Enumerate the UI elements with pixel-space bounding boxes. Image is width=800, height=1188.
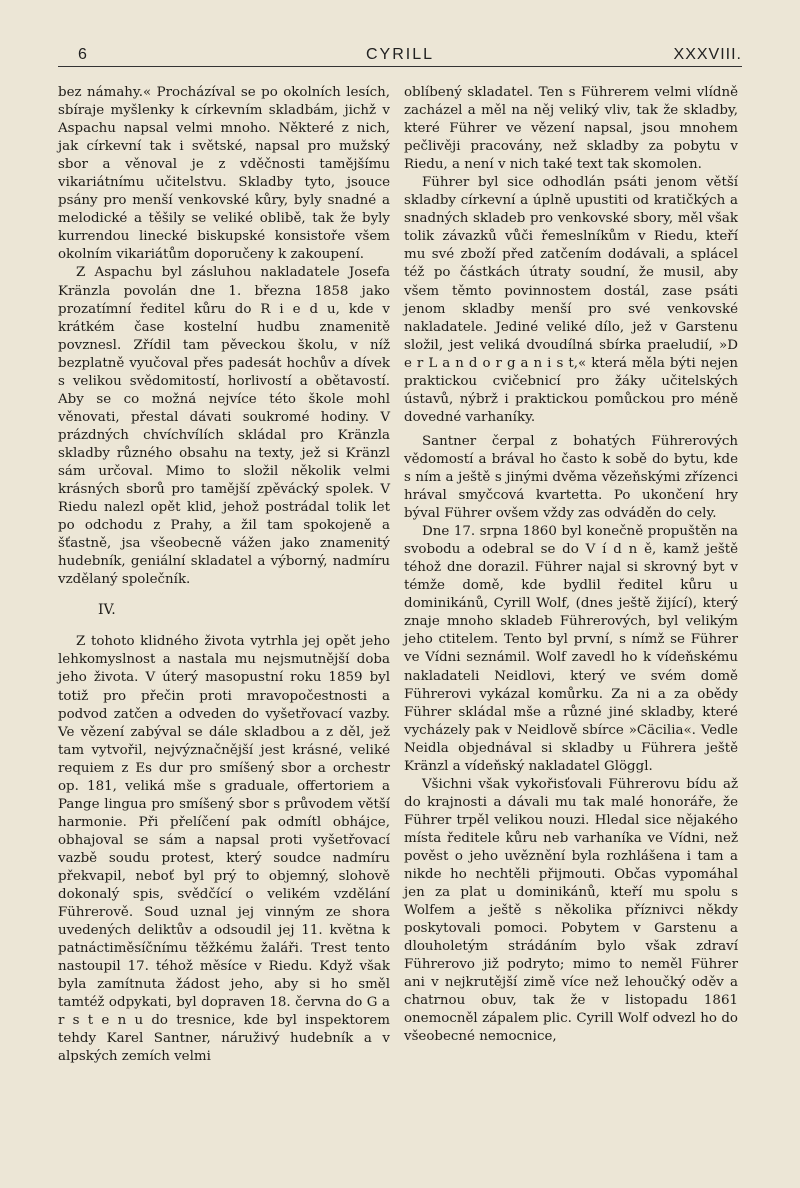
left-column <box>58 84 390 1066</box>
paragraph: Všichni však vykořisťovali Führerovu bídu až do krajnosti a dávali mu tak malé honoráře, že Führer trpěl velikou nouzi. Hledal sice nějakého místa ředitele kůru neb varhaníka ve Vídni, než pověst o jeho uvěznění byla rozhlášena i tam a nikde ho nechtěli přijmouti. Občas vypomáhal jen za plat u dominikánů, kteří mu spolu s Wolfem a ještě s několika příznivci někdy poskytovali pomoci. Pobytem v Garstenu a dlouholetým strádáním bylo však zdraví Führerovo již podryto; mimo to neměl Führer ani v nejkrutější zimě více než lehoučký oděv a chatrnou obuv, tak že v listopadu 1861 onemocněl zápalem plic. Cyrill Wolf odvezl ho do všeobecné nemocnice, <box>404 776 738 1045</box>
paragraph: Z tohoto klidného života vytrhla jej opět jeho lehkomyslnost a nastala mu nejsmutnější doba jeho života. V úterý masopustní roku 1859 byl totiž pro přečin proti mravopočestnosti a podvod zatčen a odveden do vyšetřovací vazby. Ve vězení zabýval se dále skladbou a z děl, jež tam vytvořil, nejvýznačnější jest krásné, veliké requiem z Es dur pro smíšený sbor a orchestr op. 181, veliká mše s graduale, offertoriem a Pange lingua pro smíšený sbor s průvodem větší harmonie. Při přelíčení pak odmítl obhájce, obhajoval se sám a napsal proti vyšetřovací vazbě soudu protest, který soudce nadmíru překvapil, neboť byl prý to objemný, slohově dokonalý spis, svědčící o velikém vzdělání Führerově. Soud uznal jej vinným ze shora uvedených deliktův a odsoudil jej 11. května k patnáctiměsíčnímu těžkému žaláři. Trest tento nastoupil 17. téhož měsíce v Riedu. Když však byla zamítnuta žádost jeho, aby si ho směl tamtéž odpykati, byl dopraven 18. června do G a r s t e n u do tresnice, kde byl inspektorem tehdy Karel Santner, náruživý hudebník a v alpských zemích velmi <box>58 634 390 1065</box>
header-rule <box>58 66 742 67</box>
volume-number: XXXVIII. <box>673 46 742 63</box>
paragraph: Z Aspachu byl zásluhou nakladatele Josefa Kränzla povolán dne 1. března 1858 jako prozatímní ředitel kůru do R i e d u, kde v krátkém čase kostelní hudbu znamenitě povznesl. Zřídil tam pěveckou školu, v níž bezplatně vyučoval přes padesát hochův a dívek s velikou svědomitostí, horlivostí a obětavostí. Aby se co možná nejvíce této škole mohl věnovati, přestal dávati soukromé hodiny. V prázdných chvíchvílích skládal pro Kränzla skladby různého obsahu na texty, jež si Kränzl sám určoval. Mimo to složil několik velmi krásných sborů pro tamější zpěvácký spolek. V Riedu nalezl opět klid, jehož postrádal tolik let po odchodu z Prahy, a žil tam spokojeně a šťastně, jsa všeobecně vážen jako znamenitý hudebník, geniální skladatel a výborný, nadmíru vzdělaný společník. <box>58 265 390 588</box>
running-title: CYRILL <box>365 46 435 63</box>
page-header <box>58 44 742 66</box>
paragraph: oblíbený skladatel. Ten s Führerem velmi vlídně zacházel a měl na něj veliký vliv, tak že skladby, které Führer ve vězení napsal, jsou mnohem pečlivěji pracovány, než skladby za pobytu v Riedu, a není v nich také text tak skomolen. <box>404 85 738 173</box>
paragraph: Führer byl sice odhodlán psáti jenom větší skladby církevní a úplně upustiti od kratičkých a snadných skladeb pro venkovské sbory, měl však tolik závazků vůči řemeslníkům v Riedu, kteří mu své zboží před zatčením dodávali, a splácel též po částkách útraty soudní, že musil, aby všem těmto povinnostem dostál, zase psáti jenom skladby menší pro své venkovské nakladatele. Jediné veliké dílo, jež v Garstenu složil, jest veliká dvoudílná sbírka praeludií, »D e r L a n d o r g a n i s t,« která měla býti nejen praktickou cvičebnicí pro žáky učitelských ústavů, nýbrž i praktickou pomůckou pro méně dovedné varhaníky. <box>404 175 738 425</box>
page-number: 6 <box>78 46 88 63</box>
paragraph: Dne 17. srpna 1860 byl konečně propuštěn na svobodu a odebral se do V í d n ě, kamž ještě téhož dne dorazil. Führer najal si skrovný byt v témže domě, kde bydlil ředitel kůru u dominikánů, Cyrill Wolf, (dnes ještě žijící), který znaje mnoho skladeb Führerových, byl velikým jeho ctitelem. Tento byl první, s nímž se Führer ve Vídni seznámil. Wolf zavedl ho k vídeňskému nakladateli Neidlovi, který ve svém domě Führerovi vykázal komůrku. Za ni a za obědy Führer skládal mše a různé jiné skladby, které vycházely pak v Neidlově sbírce »Cäcilia«. Vedle Neidla objednával si skladby u Führera ještě Kränzl a vídeňský nakladatel Glöggl. <box>404 524 738 774</box>
section-heading: IV. <box>98 602 116 619</box>
paragraph: Santner čerpal z bohatých Führerových vědomostí a brával ho často k sobě do bytu, kde s ním a ještě s jinými dvěma vězeňskými zřízenci hrával smyčcová kvartetta. Po ukončení hry býval Führer ovšem vždy zas odváděn do cely. <box>404 433 738 522</box>
right-column <box>404 84 738 1046</box>
paragraph: bez námahy.« Procházíval se po okolních lesích, sbíraje myšlenky k církevním skladbám, jichž v Aspachu napsal velmi mnoho. Některé z nich, jak církevní tak i světské, napsal pro mužský sbor a věnoval je z vděčnosti tamějšímu vikariátnímu učitelstvu. Skladby tyto, jsouce psány pro menší venkovské kůry, byly snadné a melodické a těšily se veliké oblibě, tak že byly kurrendou linecké biskupské konsistoře všem okolním vikariátům doporučeny k zakoupení. <box>58 85 390 263</box>
